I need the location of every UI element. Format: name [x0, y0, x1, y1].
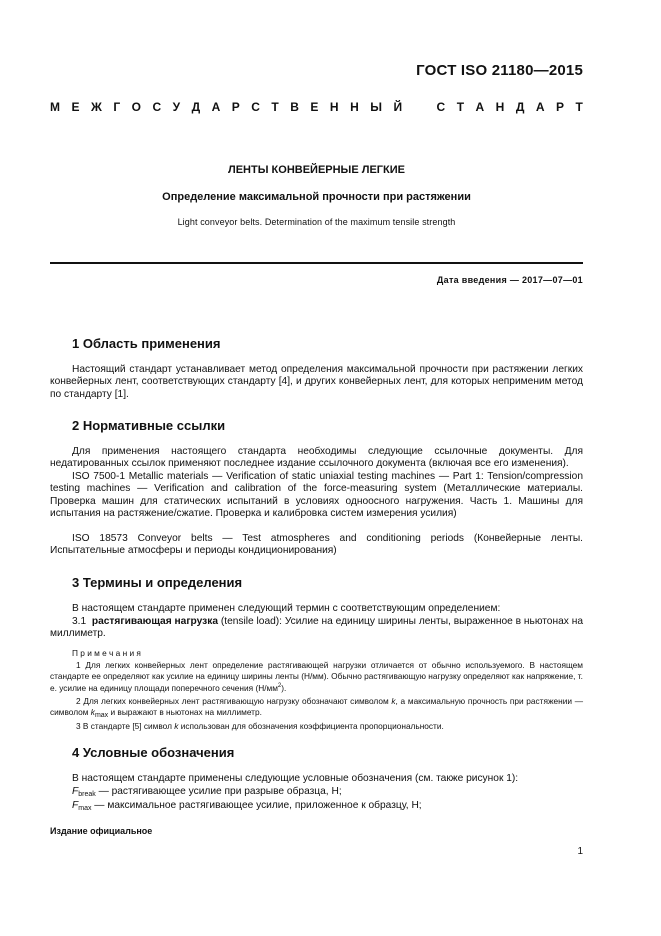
section-3-heading: 3 Термины и определения [72, 575, 243, 590]
note-2: 2 Для легких конвейерных лент растягивающую нагрузку обозначают символом k, а максимальную прочность при растяжении — символом $k_{max}$ и выражают в ньютонах на миллиметр. [50, 696, 583, 719]
term-name: растягивающая нагрузка [91, 616, 219, 627]
introduction-date: Дата введения — 2017—07—01 [436, 275, 583, 285]
banner-letter: Н [350, 100, 359, 114]
banner-letter: С [436, 100, 446, 114]
banner-letter: Р [556, 100, 565, 114]
section-2-paragraph-1: Для применения настоящего стандарта необходимы следующие ссылочные документы. Для недатированных ссылок применяют последнее издание ссылочного документа (включая все его изменения). [50, 446, 583, 470]
banner-letter: Д [515, 100, 525, 114]
term-definition: 3.1 растягивающая нагрузка (tensile load): Усилие на единицу ширины ленты, выраженное в ньютонах на миллиметр. [50, 616, 583, 640]
banner-letter: Р [231, 100, 240, 114]
banner-letter: А [535, 100, 545, 114]
banner-letter: Ж [90, 100, 102, 114]
note-1: 1 Для легких конвейерных лент определение растягивающей нагрузки отличается от обычно используемого. В настоящем стандарте ее определяют как усилие на единицу ширины ленты (Н/мм). Обычно растягивающую нагрузку определяют как напряжение, т. е. усилие на единицу площади поперечного сечения $(Н/мм^2)$. [50, 660, 583, 694]
section-4-paragraph-1: В настоящем стандарте применены следующие условные обозначения (см. также рисунок 1): [72, 773, 519, 784]
banner-letter: С [251, 100, 260, 114]
banner-letter: У [172, 100, 181, 114]
section-1-paragraph: Настоящий стандарт устанавливает метод определения максимальной прочности при растяжении легких конвейерных лент, соответствующих стандарту [4], и других конвейерных лент, для которых неприменим метод по стандарту [1]. [50, 364, 583, 400]
official-edition-label: Издание официальное [50, 826, 153, 836]
banner-letter: О [131, 100, 141, 114]
banner-letter: Й [393, 100, 403, 114]
banner-letter: М [50, 100, 60, 114]
document-subtitle: Определение максимальной прочности при растяжении [162, 191, 471, 203]
symbol-f-break: $F_{break}$ — растягивающее усилие при разрыве образца, Н; [72, 786, 342, 798]
banner-letter: Е [310, 100, 319, 114]
banner-letter: В [290, 100, 299, 114]
english-title: Light conveyor belts. Determination of the maximum tensile strength [177, 217, 456, 227]
section-4-heading: 4 Условные обозначения [72, 745, 235, 760]
banner-letter: Ы [370, 100, 382, 114]
standard-designation: ГОСТ ISO 21180—2015 [416, 62, 583, 79]
banner-letter: Д [191, 100, 201, 114]
symbol-f-max: $F_{max}$ — максимальное растягивающее усилие, приложенное к образцу, Н; [72, 800, 422, 812]
section-2-reference-iso7500: ISO 7500-1 Metallic materials — Verification of static uniaxial testing machines — Part 1: Tension/compression testing machines — Verification and calibration of the force-measuring system (Металлические материалы. Проверка машин для статических испытаний в условиях одноосного нагружения. Часть 1. Машины для испытания на растяжение/сжатие. Проверка и калибровка систем измерения усилия) [50, 471, 583, 520]
banner-letter: А [475, 100, 485, 114]
section-1-heading: 1 Область применения [72, 336, 221, 351]
note-3: 3 В стандарте [5] символ k использован для обозначения коэффициента пропорциональности. [76, 721, 444, 731]
interstate-standard-banner [50, 100, 583, 114]
document-title: ЛЕНТЫ КОНВЕЙЕРНЫЕ ЛЕГКИЕ [228, 164, 405, 176]
title-divider [50, 262, 583, 264]
banner-letter: А [211, 100, 221, 114]
page-number: 1 [577, 846, 583, 857]
section-3-paragraph-1: В настоящем стандарте применен следующий термин с соответствующим определением: [72, 603, 501, 614]
section-2-reference-iso18573: ISO 18573 Conveyor belts — Test atmospheres and conditioning periods (Конвейерные ленты. Испытательные атмосферы и периоды кондиционирования) [50, 533, 583, 557]
banner-letter: Е [71, 100, 80, 114]
banner-letter: С [152, 100, 162, 114]
banner-letter: Н [329, 100, 339, 114]
notes-title: П р и м е ч а н и я [72, 648, 141, 658]
banner-letter: Т [271, 100, 279, 114]
banner-letter: Т [456, 100, 465, 114]
banner-letter: Т [575, 100, 583, 114]
banner-letter: Н [495, 100, 505, 114]
banner-letter: Г [113, 100, 121, 114]
section-2-heading: 2 Нормативные ссылки [72, 418, 226, 433]
